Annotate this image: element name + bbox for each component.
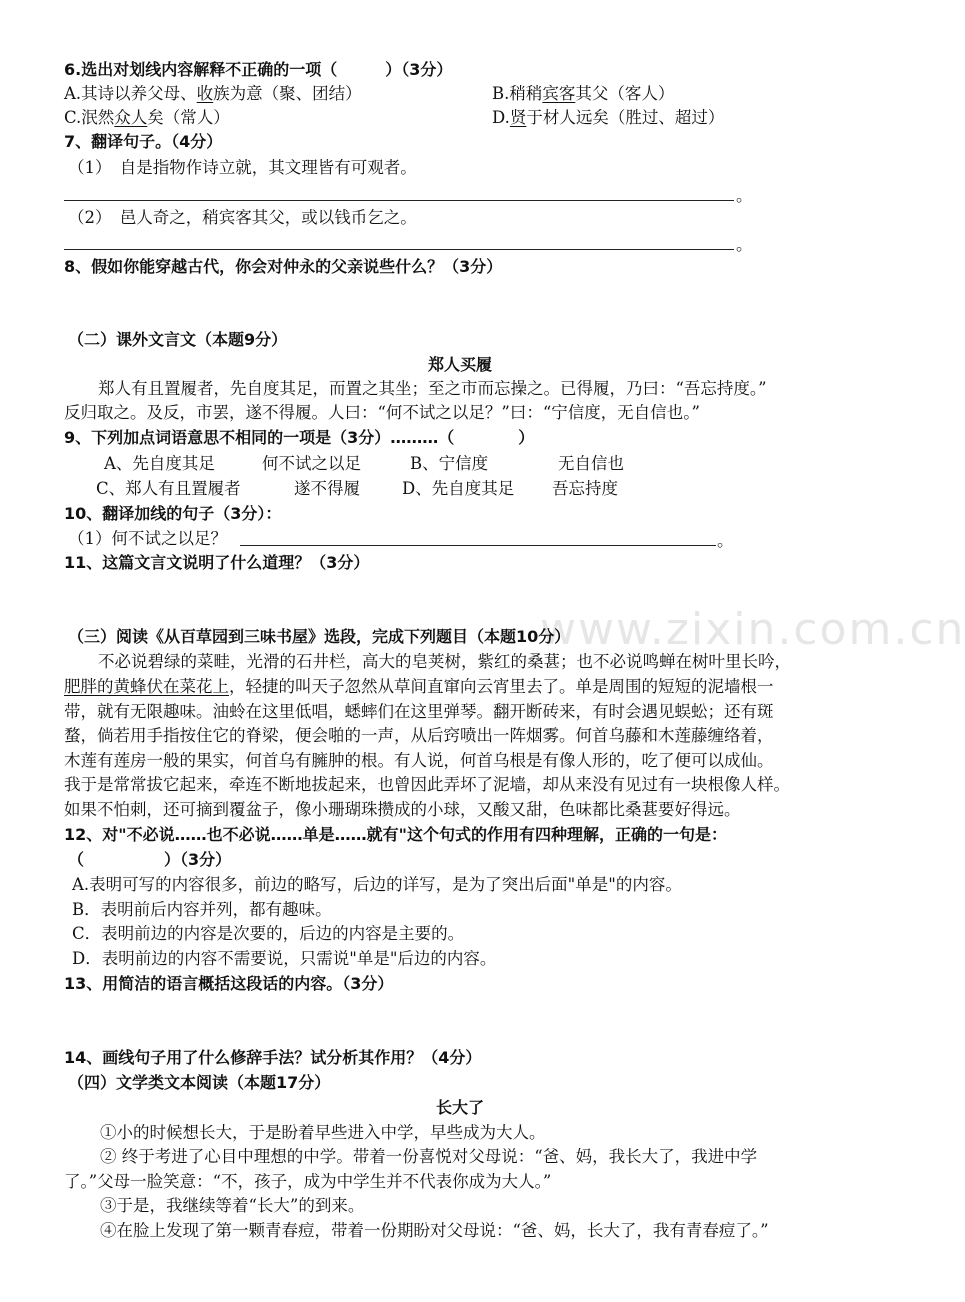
- q6-a-post: 族为意（聚、团结）: [213, 84, 362, 103]
- q10-answer-line[interactable]: [240, 545, 716, 546]
- q6-title: 6.选出对划线内容解释不正确的一项（ ）（3分）: [64, 60, 453, 79]
- passage-zhengren-line-2: 反归取之。及反，市罢，遂不得履。人曰：“何不试之以足？”曰：“宁信度，无自信也。”: [64, 403, 700, 422]
- passage-zhangdale-para-2b: 了。”父母一脸笑意：“不，孩子，成为中学生并不代表你成为大人。”: [64, 1172, 552, 1191]
- q7-end-1: 。: [736, 186, 753, 205]
- passage-baicaoyuan-line-3: 带，就有无限趣味。油蛉在这里低唱，蟋蟀们在这里弹琴。翻开断砖来，有时会遇见蜈蚣；还有斑: [64, 702, 774, 721]
- q6-option-a[interactable]: [64, 82, 362, 106]
- q9-option-c2: 遂不得履: [294, 479, 360, 498]
- q9-option-d1[interactable]: D、先自度其足: [402, 479, 515, 498]
- section-2-heading: （二）课外文言文（本题9分）: [68, 330, 288, 349]
- q6-option-d[interactable]: [492, 106, 724, 130]
- q6-c-underlined: 众人: [114, 108, 148, 127]
- watermark: www.zixin.com.cn: [540, 604, 965, 655]
- q9-option-b1[interactable]: B、宁信度: [410, 454, 489, 473]
- q8-title: 8、假如你能穿越古代，你会对仲永的父亲说些什么？（3分）: [64, 257, 503, 276]
- q12-option-b[interactable]: B．表明前后内容并列，都有趣味。: [72, 900, 332, 919]
- q6-b-pre: B.稍稍: [492, 84, 543, 103]
- passage-baicaoyuan-line-2: [64, 675, 864, 700]
- q9-title: 9、下列加点词语意思不相同的一项是（3分）………（ ）: [64, 428, 535, 447]
- q14-title: 14、画线句子用了什么修辞手法？试分析其作用？（4分）: [64, 1048, 482, 1067]
- q12-title: 12、对"不必说……也不必说……单是……就有"这个句式的作用有四种理解，正确的一句是：: [64, 825, 727, 844]
- q12-option-a[interactable]: A.表明可写的内容很多，前边的略写，后边的详写，是为了突出后面"单是"的内容。: [72, 875, 682, 894]
- q7-answer-line-2[interactable]: [64, 249, 734, 250]
- section-3-heading: （三）阅读《从百草园到三味书屋》选段，完成下列题目（本题10分）: [68, 627, 571, 646]
- passage-baicaoyuan-line-6: 我于是常常拔它起来，牵连不断地拔起来，也曾因此弄坏了泥墙，却从来没有见过有一块根像人样。: [64, 775, 790, 794]
- q9-option-b2: 无自信也: [558, 454, 624, 473]
- q12-answer-paren[interactable]: （ ）（3分）: [68, 850, 232, 869]
- q6-c-post: 矣（常人）: [147, 108, 230, 127]
- q6-option-c[interactable]: [64, 106, 230, 130]
- q11-title: 11、这篇文言文说明了什么道理？（3分）: [64, 553, 370, 572]
- q9-option-a2: 何不试之以足: [262, 454, 361, 473]
- underlined-sentence: 肥胖的黄蜂伏在菜花上: [64, 677, 229, 696]
- q6-d-pre: D.: [492, 108, 510, 127]
- q7-sentence-1: （1） 自是指物作诗立就，其文理皆有可观者。: [68, 158, 417, 177]
- q9-option-d2: 吾忘持度: [552, 479, 618, 498]
- q6-a-pre: A.其诗以养父母、: [64, 84, 197, 103]
- q6-a-underlined: 收: [196, 84, 214, 103]
- q6-c-pre: C.泯然: [64, 108, 115, 127]
- passage-baicaoyuan-line-5: 木莲有莲房一般的果实，何首乌有臃肿的根。有人说，何首乌根是有像人形的，吃了便可以成仙。: [64, 751, 774, 770]
- q7-sentence-2: （2） 邑人奇之，稍宾客其父，或以钱币乞之。: [68, 208, 417, 227]
- q7-title: 7、翻译句子。（4分）: [64, 132, 223, 151]
- passage-baicaoyuan-line-1: 不必说碧绿的菜畦，光滑的石井栏，高大的皂荚树，紫红的桑葚；也不必说鸣蝉在树叶里长吟，: [98, 652, 791, 671]
- q10-sentence-1: （1）何不试之以足？: [68, 529, 227, 548]
- section-4-heading: （四）文学类文本阅读（本题17分）: [68, 1073, 331, 1092]
- passage-zhangdale-para-2a: ② 终于考进了心目中理想的中学。带着一份喜悦对父母说：“爸、妈，我长大了，我进中学: [100, 1147, 758, 1166]
- passage-zhengren-line-1: 郑人有且置履者，先自度其足，而置之其坐；至之市而忘操之。已得履，乃曰：“吾忘持度。”: [98, 379, 767, 398]
- q6-d-post: 于材人远矣（胜过、超过）: [526, 108, 725, 127]
- q9-option-c1[interactable]: C、郑人有且置履者: [96, 479, 241, 498]
- passage-title-zhengren: 郑人买履: [427, 355, 492, 374]
- q6-option-b[interactable]: [492, 82, 674, 106]
- passage-zhangdale-para-1: ①小的时候想长大，于是盼着早些进入中学，早些成为大人。: [100, 1123, 546, 1142]
- q6-b-underlined: 宾客: [542, 84, 576, 103]
- passage-baicaoyuan-line-4: 蝥，倘若用手指按住它的脊梁，便会啪的一声，从后窍喷出一阵烟雾。何首乌藤和木莲藤缠络着，: [64, 726, 774, 745]
- q9-option-a1[interactable]: A、先自度其足: [104, 454, 215, 473]
- q12-option-d[interactable]: D．表明前边的内容不需要说，只需说"单是"后边的内容。: [72, 949, 497, 968]
- passage-baicaoyuan-line-7: 如果不怕刺，还可摘到覆盆子，像小珊瑚珠攒成的小球，又酸又甜，色味都比桑葚要好得远。: [64, 800, 741, 819]
- q7-answer-line-1[interactable]: [64, 200, 734, 201]
- q10-title: 10、翻译加线的句子（3分）：: [64, 504, 282, 523]
- passage-title-zhangdale: 长大了: [435, 1098, 484, 1117]
- q7-end-2: 。: [736, 235, 753, 254]
- q12-option-c[interactable]: C．表明前边的内容是次要的，后边的内容是主要的。: [72, 924, 465, 943]
- q13-title: 13、用简洁的语言概括这段话的内容。（3分）: [64, 974, 394, 993]
- q10-end: 。: [717, 531, 734, 550]
- q6-d-underlined: 贤: [509, 108, 527, 127]
- passage-zhangdale-para-3: ③于是，我继续等着“长大”的到来。: [100, 1196, 365, 1215]
- passage-zhangdale-para-4: ④在脸上发现了第一颗青春痘，带着一份期盼对父母说：“爸、妈，长大了，我有青春痘了。”: [100, 1221, 769, 1240]
- passage-baicaoyuan-line-2-rest: ，轻捷的叫天子忽然从草间直窜向云宵里去了。单是周围的短短的泥墙根一: [229, 677, 774, 696]
- q6-b-post: 其父（客人）: [575, 84, 675, 103]
